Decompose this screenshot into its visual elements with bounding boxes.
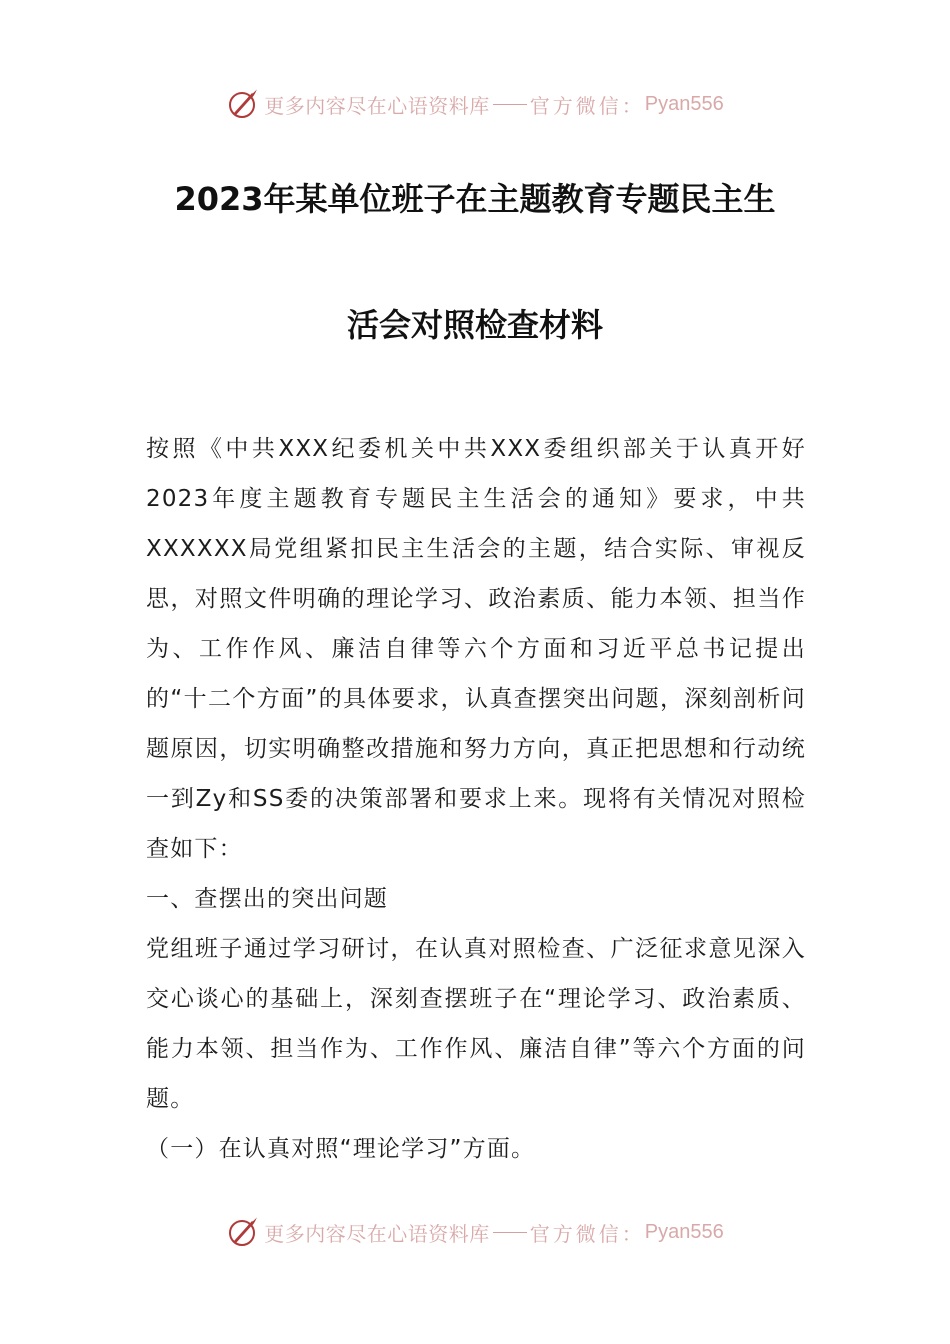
watermark-account: Pyan556 xyxy=(644,1220,724,1243)
watermark-site-text: 更多内容尽在心语资料库 xyxy=(264,93,490,118)
watermark-dash xyxy=(493,104,527,105)
watermark-site-text: 更多内容尽在心语资料库 xyxy=(264,1221,490,1246)
section-1-heading: 一、查摆出的突出问题 xyxy=(146,886,388,912)
intro-paragraph: 按照《中共XXX纪委机关中共XXX委组织部关于认真开好2023年度主题教育专题民主生活会的通知》要求，中共XXXXXX局党组紧扣民主生活会的主题，结合实际、审视反思，对照文件明确的理论学习、政治素质、能力本领、担当作为、工作作风、廉洁自律等六个方面和习近平总书记提出的“十二个方面”的具体要求，认真查摆突出问题，深刻剖析问题原因，切实明确整改措施和努力方向，真正把思想和行动统一到Zy和SS委的决策部署和要求上来。现将有关情况对照检查如下： xyxy=(146,436,806,862)
watermark-banner-bottom xyxy=(0,1212,950,1252)
quill-pen-icon xyxy=(226,87,260,121)
document-body xyxy=(146,424,806,1174)
section-1-paragraph: 党组班子通过学习研讨，在认真对照检查、广泛征求意见深入交心谈心的基础上，深刻查摆班子在“理论学习、政治素质、能力本领、担当作为、工作作风、廉洁自律”等六个方面的问题。 xyxy=(146,936,806,1112)
watermark-official-text: 官方微信： xyxy=(529,93,645,118)
subsection-1-heading: （一）在认真对照“理论学习”方面。 xyxy=(146,1136,536,1162)
watermark-dash xyxy=(493,1232,527,1233)
document-title-line-2: 活会对照检查材料 xyxy=(346,306,603,344)
quill-pen-icon xyxy=(226,1215,260,1249)
watermark-banner-top xyxy=(0,84,950,124)
document-title-line-1: 2023年某单位班子在主题教育专题民主生 xyxy=(174,180,776,218)
watermark-account: Pyan556 xyxy=(644,92,724,115)
watermark-official-text: 官方微信： xyxy=(529,1221,645,1246)
